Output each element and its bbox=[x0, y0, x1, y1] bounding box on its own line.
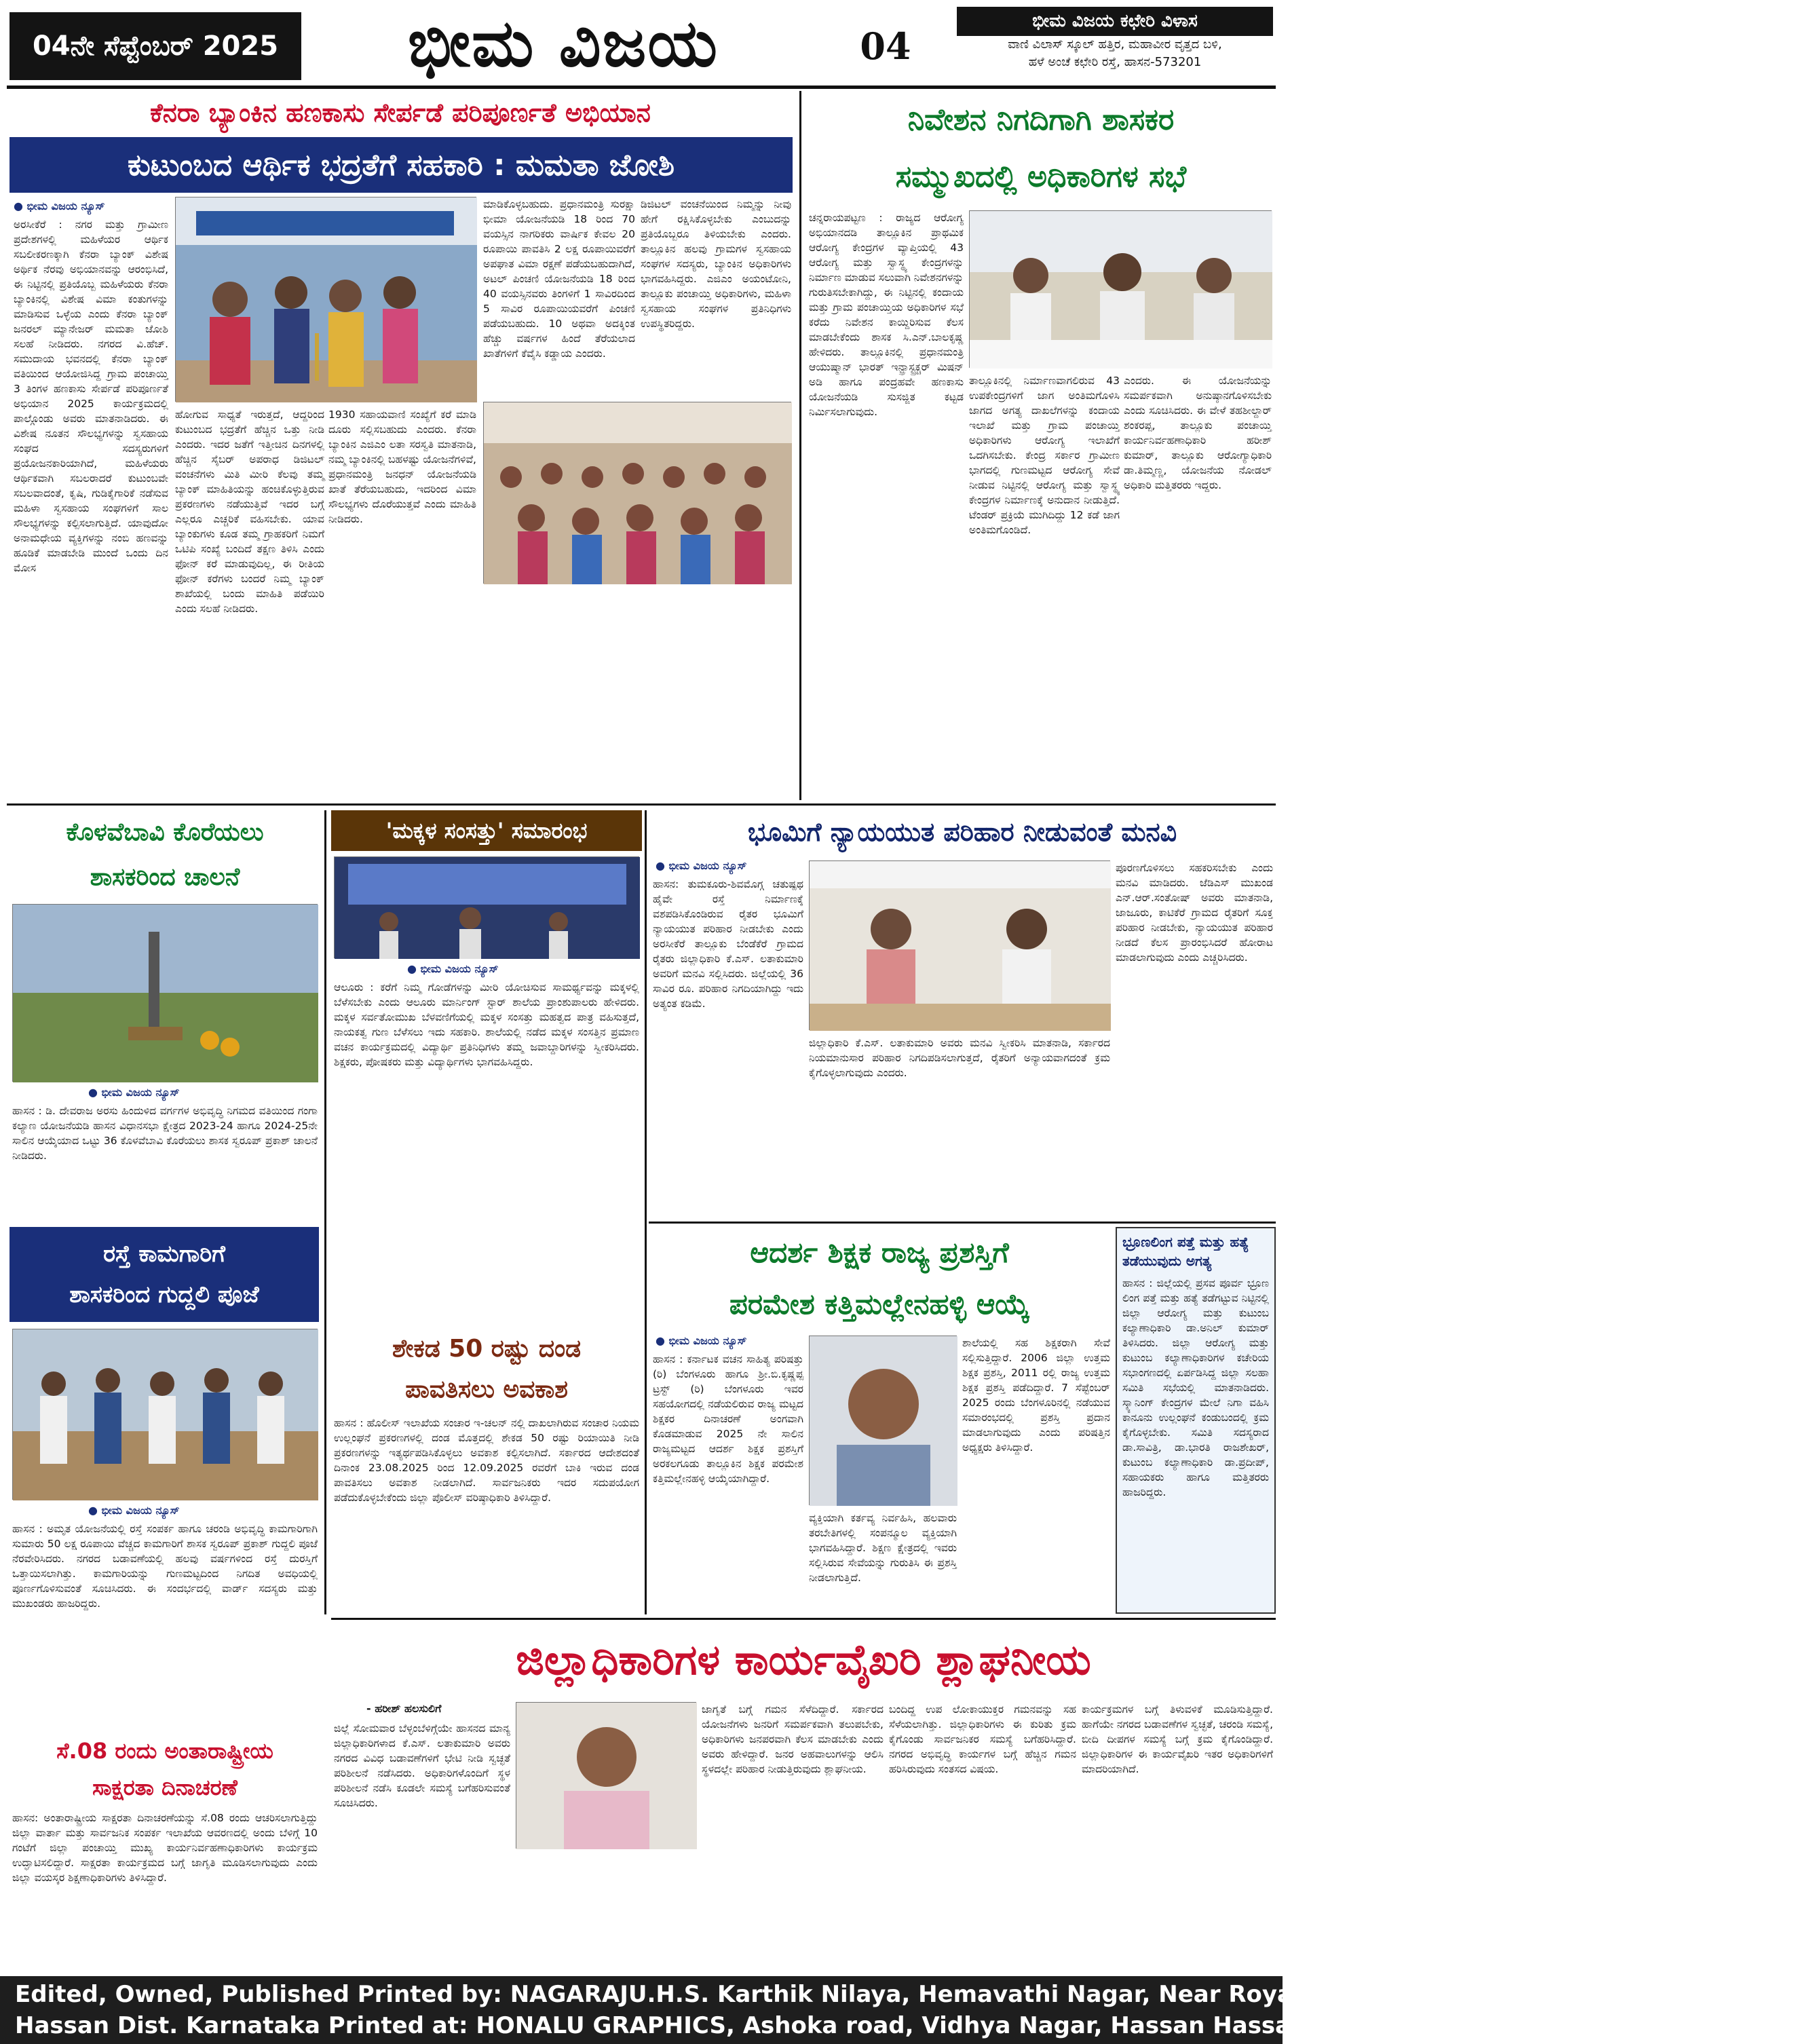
canara-kicker: ಕೆನರಾ ಬ್ಯಾಂಕಿನ ಹಣಕಾಸು ಸೇರ್ಪಡೆ ಪರಿಪೂರ್ಣತೆ ಅಭಿಯಾನ bbox=[150, 97, 651, 128]
section-rule bbox=[649, 1222, 1276, 1224]
borewell-byline: ● ಭೀಮ ವಿಜಯ ನ್ಯೂಸ್ bbox=[88, 1086, 180, 1099]
road-body: ಹಾಸನ : ಅಮೃತ ಯೋಜನೆಯಲ್ಲಿ ರಸ್ತೆ ಸಂಪರ್ಕ ಹಾಗೂ ಚರಂಡಿ ಅಭಿವೃದ್ಧಿ ಕಾಮಗಾರಿಗಾಗಿ ಸುಮಾರು 50 ಲಕ್ಷ ರೂಪಾಯಿ ವೆಚ್ಚದ ಕಾಮಗಾರಿಗೆ ಶಾಸಕ ಸ್ವರೂಪ್ ಪ್ರಕಾಶ್ ಗುದ್ದಲಿ ಪೂಜೆ ನೆರವೇರಿಸಿದರು. ನಗರದ ಬಡಾವಣೆಯಲ್ಲಿ ಹಲವು ವರ್ಷಗಳಿಂದ ರಸ್ತೆ ದುರಸ್ತಿಗೆ ಒತ್ತಾಯಿಸಲಾಗಿತ್ತು. ಕಾಮಗಾರಿಯನ್ನು ಗುಣಮಟ್ಟದಿಂದ ನಿಗದಿತ ಅವಧಿಯಲ್ಲಿ ಪೂರ್ಣಗೊಳಿಸುವಂತೆ ಸೂಚಿಸಿದರು. ಈ ಸಂದರ್ಭದಲ್ಲಿ ವಾರ್ಡ್ ಸದಸ್ಯರು ಮತ್ತು ಮುಖಂಡರು ಹಾಜರಿದ್ದರು. bbox=[12, 1523, 318, 1610]
collector-col2: ಜಾಗೃತೆ ಬಗ್ಗೆ ಗಮನ ಸೆಳೆದಿದ್ದಾರೆ. ಸರ್ಕಾರದ ಯೋಜನೆಗಳು ಜನರಿಗೆ ಸಮರ್ಪಕವಾಗಿ ತಲುಪಬೇಕು, ಅಧಿಕಾರಿಗಳು ಜನಪರವಾಗಿ ಕೆಲಸ ಮಾಡಬೇಕು ಎಂದು ಅವರು ಹೇಳಿದ್ದಾರೆ. ಜನರ ಅಹವಾಲುಗಳನ್ನು ಆಲಿಸಿ ಸ್ಥಳದಲ್ಲೇ ಪರಿಹಾರ ನೀಡುತ್ತಿರುವುದು ಶ್ಲಾಘನೀಯ. bbox=[702, 1703, 884, 1775]
collector-meeting-illustration bbox=[810, 861, 1111, 1031]
parliament-byline: ● ಭೀಮ ವಿಜಯ ನ್ಯೂಸ್ bbox=[407, 962, 499, 975]
imprint-line2: Hassan Dist. Karnataka Printed at: HONALU GRAPHICS, Ashoka road, Vidhya Nagar, Hassan Hassan Dist. Karnataka State. bbox=[15, 2012, 1605, 2039]
parliament-headline: 'ಮಕ್ಕಳ ಸಂಸತ್ತು' ಸಮಾರಂಭ bbox=[331, 810, 642, 851]
borewell-headline-1: ಕೊಳವೆಬಾವಿ ಕೊರೆಯಲು bbox=[66, 818, 264, 846]
investment-col1: ಚನ್ನರಾಯಪಟ್ಟಣ : ರಾಜ್ಯದ ಆರೋಗ್ಯ ಅಭಿಯಾನದಡಿ ತಾಲ್ಲೂಕಿನ ಪ್ರಾಥಮಿಕ ಆರೋಗ್ಯ ಕೇಂದ್ರಗಳ ವ್ಯಾಪ್ತಿಯಲ್ಲಿ 43 ಆರೋಗ್ಯ ಮತ್ತು ಸ್ವಾಸ್ಥ್ಯ ಕೇಂದ್ರಗಳನ್ನು ನಿರ್ಮಾಣ ಮಾಡುವ ಸಲುವಾಗಿ ನಿವೇಶನಗಳನ್ನು ಗುರುತಿಸಬೇಕಾಗಿದ್ದು, ಈ ನಿಟ್ಟಿನಲ್ಲಿ ಕಂದಾಯ ಮತ್ತು ಗ್ರಾಮ ಪಂಚಾಯ್ತಿಯ ಅಧಿಕಾರಿಗಳ ಸಭೆ ಕರೆದು ನಿವೇಶನ ಕಾಯ್ದಿರಿಸುವ ಕೆಲಸ ಮಾಡಬೇಕೆಂದು ಶಾಸಕ ಸಿ.ಎನ್.ಬಾಲಕೃಷ್ಣ ಹೇಳಿದರು. ತಾಲ್ಲೂಕಿನಲ್ಲಿ ಪ್ರಧಾನಮಂತ್ರಿ ಆಯುಷ್ಮಾನ್ ಭಾರತ್ ಇನ್ಫ್ರಾಸ್ಟ್ರಕ್ಚರ್ ಮಿಷನ್ ಅಡಿ ಹಾಗೂ ಪಂದ್ರಹವೇ ಹಣಕಾಸು ಯೋಜನೆಯಡಿ ಸುಸಜ್ಜಿತ ಕಟ್ಟಡ ನಿರ್ಮಿಸಲಾಗುವುದು. bbox=[809, 212, 964, 418]
canara-audience-photo bbox=[483, 402, 791, 584]
parliament-body: ಆಲೂರು : ಕರೆಗೆ ನಿಮ್ಮ ಗೋಡೆಗಳನ್ನು ಮೀರಿ ಯೋಚಿಸುವ ಸಾಮರ್ಥ್ಯವನ್ನು ಮಕ್ಕಳಲ್ಲಿ ಬೆಳೆಸಬೇಕು ಎಂದು ಆಲೂರು ಮಾರ್ನಿಂಗ್ ಸ್ಟಾರ್ ಶಾಲೆಯ ಪ್ರಾಂಶುಪಾಲರು ಹೇಳಿದರು. ಮಕ್ಕಳ ಸರ್ವತೋಮುಖ ಬೆಳವಣಿಗೆಯಲ್ಲಿ ಮಕ್ಕಳ ಸಂಸತ್ತು ಮಹತ್ವದ ಪಾತ್ರ ವಹಿಸುತ್ತದೆ, ನಾಯಕತ್ವ ಗುಣ ಬೆಳೆಸಲು ಇದು ಸಹಕಾರಿ. ಶಾಲೆಯಲ್ಲಿ ನಡೆದ ಮಕ್ಕಳ ಸಂಸತ್ತಿನ ಪ್ರಮಾಣ ವಚನ ಕಾರ್ಯಕ್ರಮದಲ್ಲಿ ವಿದ್ಯಾರ್ಥಿ ಪ್ರತಿನಿಧಿಗಳು ತಮ್ಮ ಜವಾಬ್ದಾರಿಗಳನ್ನು ಸ್ವೀಕರಿಸಿದರು. ಶಿಕ್ಷಕರು, ಪೋಷಕರು ಮತ್ತು ವಿದ್ಯಾರ್ಥಿಗಳು ಭಾಗವಹಿಸಿದ್ದರು. bbox=[334, 981, 639, 1068]
section-rule bbox=[7, 803, 1276, 806]
stage-illustration bbox=[335, 857, 640, 959]
column-divider bbox=[324, 810, 326, 1614]
femicide-box bbox=[1116, 1227, 1276, 1614]
land-col1: ಹಾಸನ: ತುಮಕೂರು-ಶಿವಮೊಗ್ಗ ಚತುಷ್ಪಥ ಹೈವೇ ರಸ್ತೆ ನಿರ್ಮಾಣಕ್ಕೆ ವಶಪಡಿಸಿಕೊಂಡಿರುವ ರೈತರ ಭೂಮಿಗೆ ನ್ಯಾಯಯುತ ಪರಿಹಾರ ನೀಡಬೇಕು ಎಂದು ಅರಸೀಕೆರೆ ತಾಲ್ಲೂಕು ಬೆಂಡೆಕೆರೆ ಗ್ರಾಮದ ರೈತರು ಜಿಲ್ಲಾಧಿಕಾರಿ ಕೆ.ಎಸ್. ಲತಾಕುಮಾರಿ ಅವರಿಗೆ ಮನವಿ ಸಲ್ಲಿಸಿದರು. ಜಿಲ್ಲೆಯಲ್ಲಿ 36 ಸಾವಿರ ರೂ. ಪರಿಹಾರ ನಿಗದಿಯಾಗಿದ್ದು ಇದು ಅತ್ಯಂತ ಕಡಿಮೆ. bbox=[653, 878, 803, 1010]
borewell-photo bbox=[12, 904, 318, 1082]
teacher-headline-1: ಆದರ್ಶ ಶಿಕ್ಷಕ ರಾಜ್ಯ ಪ್ರಶಸ್ತಿಗೆ bbox=[750, 1236, 1009, 1269]
imprint-line1: Edited, Owned, Published Printed by: NAGARAJU.H.S. Karthik Nilaya, Hemavathi Nagar, Near Royal Appolo, 3rd Main, 12th Ward, Hassan, bbox=[15, 1981, 1803, 2008]
teacher-portrait bbox=[809, 1336, 957, 1505]
collector-portrait-illustration bbox=[516, 1703, 697, 1849]
collector-headline: ಜಿಲ್ಲಾಧಿಕಾರಿಗಳ ಕಾರ್ಯವೈಖರಿ ಶ್ಲಾಘನೀಯ bbox=[516, 1635, 1091, 1684]
newspaper-title: ಭೀಮ ವಿಜಯ bbox=[407, 4, 719, 81]
canara-byline: ● ಭೀಮ ವಿಜಯ ನ್ಯೂಸ್ bbox=[14, 200, 105, 212]
investment-col2: ತಾಲ್ಲೂಕಿನಲ್ಲಿ ನಿರ್ಮಾಣವಾಗಲಿರುವ 43 ಉಪಕೇಂದ್ರಗಳಿಗೆ ಜಾಗ ಅಂತಿಮಗೊಳಿಸಿ ಜಾಗದ ಅಗತ್ಯ ದಾಖಲೆಗಳನ್ನು ಕಂದಾಯ ಇಲಾಖೆ ಮತ್ತು ಗ್ರಾಮ ಪಂಚಾಯ್ತಿ ಅಧಿಕಾರಿಗಳು ಆರೋಗ್ಯ ಇಲಾಖೆಗೆ ಒದಗಿಸಬೇಕು. ಕೇಂದ್ರ ಸರ್ಕಾರ ಗ್ರಾಮೀಣ ಭಾಗದಲ್ಲಿ ಗುಣಮಟ್ಟದ ಆರೋಗ್ಯ ಸೇವೆ ನೀಡುವ ನಿಟ್ಟಿನಲ್ಲಿ ಆರೋಗ್ಯ ಮತ್ತು ಸ್ವಾಸ್ಥ್ಯ ಕೇಂದ್ರಗಳ ನಿರ್ಮಾಣಕ್ಕೆ ಅನುದಾನ ನೀಡುತ್ತಿದೆ. ಟೆಂಡರ್ ಪ್ರಕ್ರಿಯೆ ಮುಗಿದಿದ್ದು 12 ಕಡೆ ಜಾಗ ಅಂತಿಮಗೊಂಡಿದೆ. bbox=[969, 375, 1120, 536]
land-col3: ಪೂರಣಗೊಳಿಸಲು ಸಹಕರಿಸಬೇಕು ಎಂದು ಮನವಿ ಮಾಡಿದರು. ಜೆಡಿಎಸ್ ಮುಖಂಡ ಎನ್.ಆರ್.ಸಂತೋಷ್ ಅವರು ಮಾತನಾಡಿ, ಜಾಜೂರು, ಕಾಟಿಕೆರೆ ಗ್ರಾಮದ ರೈತರಿಗೆ ಸೂಕ್ತ ಪರಿಹಾರ ನೀಡಬೇಕು, ನ್ಯಾಯಯುತ ಪರಿಹಾರ ನೀಡದೆ ಕೆಲಸ ಪ್ರಾರಂಭಿಸಿದರೆ ಹೋರಾಟ ಮಾಡಲಾಗುವುದು ಎಂದು ಎಚ್ಚರಿಸಿದರು. bbox=[1116, 862, 1273, 964]
borewell-body: ಹಾಸನ : ಡಿ. ದೇವರಾಜ ಅರಸು ಹಿಂದುಳಿದ ವರ್ಗಗಳ ಅಭಿವೃದ್ಧಿ ನಿಗಮದ ವತಿಯಿಂದ ಗಂಗಾ ಕಲ್ಯಾಣ ಯೋಜನೆಯಡಿ ಹಾಸನ ವಿಧಾನಸಭಾ ಕ್ಷೇತ್ರದ 2023-24 ಹಾಗೂ 2024-25ನೇ ಸಾಲಿನ ಆಯ್ಕೆಯಾದ ಒಟ್ಟು 36 ಕೊಳವೆಬಾವಿ ಕೊರೆಯಲು ಶಾಸಕ ಸ್ವರೂಪ್ ಪ್ರಕಾಶ್ ಚಾಲನೆ ನೀಡಿದರು. bbox=[12, 1105, 318, 1162]
canara-col3: 1930 ಸಹಾಯವಾಣಿ ಸಂಖ್ಯೆಗೆ ಕರೆ ಮಾಡಿ ದೂರು ಸಲ್ಲಿಸಬಹುದು ಎಂದರು. ಕೆನರಾ ಬ್ಯಾಂಕಿನ ಎಜಿಎಂ ಲತಾ ಸರಸ್ವತಿ ಮಾತನಾಡಿ, ನಮ್ಮ ಬ್ಯಾಂಕಿನಲ್ಲಿ ಬಹಳಷ್ಟು ಯೋಜನೆಗಳಿವೆ, ಪ್ರಧಾನಮಂತ್ರಿ ಜನಧನ್ ಯೋಜನೆಯಡಿ ಖಾತೆ ತೆರೆಯಬಹುದು, ಇದರಿಂದ ವಿಮಾ ಸೌಲಭ್ಯಗಳು ದೊರೆಯುತ್ತವೆ ಎಂದು ಮಾಹಿತಿ ನೀಡಿದರು. bbox=[328, 409, 476, 525]
road-byline: ● ಭೀಮ ವಿಜಯ ನ್ಯೂಸ್ bbox=[88, 1504, 180, 1517]
teacher-portrait-illustration bbox=[810, 1336, 957, 1506]
meeting-illustration bbox=[970, 211, 1272, 368]
office-line2: ಹಳೆ ಅಂಚೆ ಕಛೇರಿ ರಸ್ತೆ, ಹಾಸನ-573201 bbox=[1028, 55, 1202, 69]
canara-col2: ಹೋಗುವ ಸಾಧ್ಯತೆ ಇರುತ್ತದೆ, ಆದ್ದರಿಂದ ಕುಟುಂಬದ ಭದ್ರತೆಗೆ ಹೆಚ್ಚಿನ ಒತ್ತು ನೀಡಿ ಎಂದರು. ಇದರ ಜತೆಗೆ ಇತ್ತೀಚಿನ ದಿನಗಳಲ್ಲಿ ಹೆಚ್ಚಿನ ಸೈಬರ್ ಅಪರಾಧ ಡಿಜಿಟಲ್ ವಂಚನೆಗಳು ಮಿತಿ ಮೀರಿ ಕೆಲವು ತಮ್ಮ ಬ್ಯಾಂಕ್ ಮಾಹಿತಿಯನ್ನು ಹಂಚಿಕೊಳ್ಳುತ್ತಿರುವ ಪ್ರಕರಣಗಳು ನಡೆಯುತ್ತಿವೆ ಇದರ ಬಗ್ಗೆ ಎಲ್ಲರೂ ಎಚ್ಚರಿಕೆ ವಹಿಸಬೇಕು. ಯಾವ ಬ್ಯಾಂಕುಗಳು ಕೂಡ ತಮ್ಮ ಗ್ರಾಹಕರಿಗೆ ನಿಮಗೆ ಒಟಿಪಿ ಸಂಖ್ಯೆ ಬಂದಿದೆ ತಕ್ಷಣ ತಿಳಿಸಿ ಎಂದು ಫೋನ್ ಕರೆ ಮಾಡುವುದಿಲ್ಲ, ಈ ರೀತಿಯ ಫೋನ್ ಕರೆಗಳು ಬಂದರೆ ನಿಮ್ಮ ಬ್ಯಾಂಕ್ ಶಾಖೆಯಲ್ಲಿ ಬಂದು ಮಾಹಿತಿ ಪಡೆಯಿರಿ ಎಂದು ಸಲಹೆ ನೀಡಿದರು. bbox=[175, 409, 324, 615]
canara-col1: ಅರಸೀಕೆರೆ : ನಗರ ಮತ್ತು ಗ್ರಾಮೀಣ ಪ್ರದೇಶಗಳಲ್ಲಿ ಮಹಿಳೆಯರ ಆರ್ಥಿಕ ಸಬಲೀಕರಣಕ್ಕಾಗಿ ಕೆನರಾ ಬ್ಯಾಂಕ್ ವಿಶೇಷ ಅರ್ಥಿಕ ನೆರವು ಅಭಿಯಾನವನ್ನು ಆರಂಭಿಸಿದೆ, ಈ ನಿಟ್ಟಿನಲ್ಲಿ ಪ್ರತಿಯೊಬ್ಬ ಮಹಿಳೆಯರು ಕೆನರಾ ಬ್ಯಾಂಕಿನಲ್ಲಿ ವಿಶೇಷ ವಿಮಾ ಕಂತುಗಳನ್ನು ಮಾಡಿಸುವ ಒಳ್ಳೆಯ ಎಂದು ಕೆನರಾ ಬ್ಯಾಂಕ್ ಜನರಲ್ ಮ್ಯಾನೇಜರ್ ಮಮತಾ ಜೋಶಿ ಸಲಹೆ ನೀಡಿದರು. ನಗರದ ವಿ.ಹೆಚ್. ಸಮುದಾಯ ಭವನದಲ್ಲಿ ಕೆನರಾ ಬ್ಯಾಂಕ್ ವತಿಯಿಂದ ಆಯೋಜಿಸಿದ್ದ ಗ್ರಾಮ ಪಂಚಾಯ್ತಿ 3 ತಿಂಗಳ ಹಣಕಾಸು ಸೇರ್ಪಡೆ ಪರಿಪೂರ್ಣತೆ ಅಭಿಯಾನ 2025 ಕಾರ್ಯಕ್ರಮದಲ್ಲಿ ಪಾಲ್ಗೊಂಡು ಅವರು ಮಾತನಾಡಿದರು. ಈ ವಿಶೇಷ ನೂತನ ಸೌಲಭ್ಯಗಳನ್ನು ಸ್ವಸಹಾಯ ಸಂಘದ ಸದಸ್ಯರುಗಳಿಗೆ ಪ್ರಯೋಜನಕಾರಿಯಾಗಿದೆ, ಮಹಿಳೆಯರು ಆರ್ಥಿಕವಾಗಿ ಸಬಲರಾದರೆ ಕುಟುಂಬವೇ ಸಬಲವಾದಂತೆ, ಕೃಷಿ, ಗುಡಿಕೈಗಾರಿಕೆ ನಡೆಸುವ ಮಹಿಳಾ ಸ್ವಸಹಾಯ ಸಂಘಗಳಿಗೆ ಸಾಲ ಸೌಲಭ್ಯಗಳನ್ನು ಕಲ್ಪಿಸಲಾಗುತ್ತಿದೆ. ಯಾವುದೋ ಅನಾಮಧೇಯ ವ್ಯಕ್ತಿಗಳನ್ನು ನಂಬಿ ಹಣವನ್ನು ಹೂಡಿಕೆ ಮಾಡಬೇಡಿ ಮುಂದೆ ಒಂದು ದಿನ ಮೋಸ bbox=[14, 219, 168, 574]
literacy-headline-1: ಸೆ.08 ರಂದು ಅಂತಾರಾಷ್ಟ್ರೀಯ bbox=[56, 1737, 273, 1764]
canara-headline: ಕುಟುಂಬದ ಆರ್ಥಿಕ ಭದ್ರತೆಗೆ ಸಹಕಾರಿ : ಮಮತಾ ಜೋಶಿ bbox=[10, 137, 793, 193]
teacher-headline-2: ಪರಮೇಶ ಕತ್ತಿಮಲ್ಲೇನಹಳ್ಳಿ ಆಯ್ಕೆ bbox=[729, 1287, 1030, 1321]
canara-lamp-lighting-photo bbox=[175, 197, 476, 402]
investment-headline-2: ಸಮ್ಮುಖದಲ್ಲಿ ಅಧಿಕಾರಿಗಳ ಸಭೆ bbox=[895, 159, 1187, 194]
imprint-footer bbox=[0, 1976, 1803, 2044]
land-collector-photo bbox=[809, 860, 1110, 1030]
literacy-body: ಹಾಸನ: ಅಂತಾರಾಷ್ಟ್ರೀಯ ಸಾಕ್ಷರತಾ ದಿನಾಚರಣೆಯನ್ನು ಸೆ.08 ರಂದು ಆಚರಿಸಲಾಗುತ್ತಿದ್ದು ಜಿಲ್ಲಾ ವಾರ್ತಾ ಮತ್ತು ಸಾರ್ವಜನಿಕ ಸಂಪರ್ಕ ಇಲಾಖೆಯ ಆವರಣದಲ್ಲಿ ಅಂದು ಬೆಳಿಗ್ಗೆ 10 ಗಂಟೆಗೆ ಜಿಲ್ಲಾ ಪಂಚಾಯ್ತಿ ಮುಖ್ಯ ಕಾರ್ಯನಿರ್ವಹಣಾಧಿಕಾರಿಗಳು ಕಾರ್ಯಕ್ರಮ ಉದ್ಘಾಟಿಸಲಿದ್ದಾರೆ. ಸಾಕ್ಷರತಾ ಕಾರ್ಯಕ್ರಮದ ಬಗ್ಗೆ ಜಾಗೃತಿ ಮೂಡಿಸಲಾಗುವುದು ಎಂದು ಜಿಲ್ಲಾ ವಯಸ್ಕರ ಶಿಕ್ಷಣಾಧಿಕಾರಿಗಳು ತಿಳಿಸಿದ್ದಾರೆ. bbox=[12, 1812, 318, 1884]
road-headline-box bbox=[10, 1227, 319, 1322]
parliament-photo bbox=[334, 856, 639, 958]
collector-portrait bbox=[516, 1702, 696, 1849]
road-photo bbox=[12, 1329, 318, 1500]
teacher-col3: ಶಾಲೆಯಲ್ಲಿ ಸಹ ಶಿಕ್ಷಕರಾಗಿ ಸೇವೆ ಸಲ್ಲಿಸುತ್ತಿದ್ದಾರೆ. 2006 ಜಿಲ್ಲಾ ಉತ್ತಮ ಶಿಕ್ಷಕ ಪ್ರಶಸ್ತಿ, 2011 ರಲ್ಲಿ ರಾಜ್ಯ ಉತ್ತಮ ಶಿಕ್ಷಕ ಪ್ರಶಸ್ತಿ ಪಡೆದಿದ್ದಾರೆ. 7 ಸೆಪ್ಟೆಂಬರ್ 2025 ರಂದು ಬೆಂಗಳೂರಿನಲ್ಲಿ ನಡೆಯುವ ಸಮಾರಂಭದಲ್ಲಿ ಪ್ರಶಸ್ತಿ ಪ್ರದಾನ ಮಾಡಲಾಗುವುದು ಎಂದು ಪರಿಷತ್ತಿನ ಅಧ್ಯಕ್ಷರು ತಿಳಿಸಿದ್ದಾರೆ. bbox=[962, 1337, 1110, 1454]
collector-col1: ಜಿಲ್ಲೆ ಸೋಮವಾರ ಬೆಳ್ಳಂಬೆಳಿಗ್ಗೆಯೇ ಹಾಸನದ ಮಾನ್ಯ ಜಿಲ್ಲಾಧಿಕಾರಿಗಳಾದ ಕೆ.ಎಸ್. ಲತಾಕುಮಾರಿ ಅವರು ನಗರದ ವಿವಿಧ ಬಡಾವಣೆಗಳಿಗೆ ಭೇಟಿ ನೀಡಿ ಸ್ವಚ್ಛತೆ ಪರಿಶೀಲನೆ ನಡೆಸಿದರು. ಅಧಿಕಾರಿಗಳೊಂದಿಗೆ ಸ್ಥಳ ಪರಿಶೀಲನೆ ನಡೆಸಿ ಕೂಡಲೇ ಸಮಸ್ಯೆ ಬಗೆಹರಿಸುವಂತೆ ಸೂಚಿಸಿದರು. bbox=[334, 1722, 510, 1809]
canara-col5: ಡಿಜಿಟಲ್ ವಂಚನೆಯಿಂದ ನಿಮ್ಮನ್ನು ನೀವು ಹೇಗೆ ರಕ್ಷಿಸಿಕೊಳ್ಳಬೇಕು ಎಂಬುದನ್ನು ಪ್ರತಿಯೊಬ್ಬರೂ ತಿಳಿಯಬೇಕು ಎಂದರು. ತಾಲ್ಲೂಕಿನ ಹಲವು ಗ್ರಾಮಗಳ ಸ್ವಸಹಾಯ ಸಂಘಗಳ ಸದಸ್ಯರು, ಬ್ಯಾಂಕಿನ ಅಧಿಕಾರಿಗಳು ಭಾಗವಹಿಸಿದ್ದರು. ಎಜಿಎಂ ಅಯಂಟೋನಿ, ತಾಲ್ಲೂಕು ಪಂಚಾಯ್ತಿ ಅಧಿಕಾರಿಗಳು, ಮಹಿಳಾ ಸ್ವಸಹಾಯ ಸಂಘಗಳ ಪ್ರತಿನಿಧಿಗಳು ಉಪಸ್ಥಿತರಿದ್ದರು. bbox=[641, 198, 791, 330]
teacher-col2: ವ್ಯಕ್ತಿಯಾಗಿ ಕರ್ತವ್ಯ ನಿರ್ವಹಿಸಿ, ಹಲವಾರು ತರಬೇತಿಗಳಲ್ಲಿ ಸಂಪನ್ಮೂಲ ವ್ಯಕ್ತಿಯಾಗಿ ಭಾಗವಹಿಸಿದ್ದಾರೆ. ಶಿಕ್ಷಣ ಕ್ಷೇತ್ರದಲ್ಲಿ ಇವರು ಸಲ್ಲಿಸಿರುವ ಸೇವೆಯನ್ನು ಗುರುತಿಸಿ ಈ ಪ್ರಶಸ್ತಿ ನೀಡಲಾಗುತ್ತಿದೆ. bbox=[809, 1512, 957, 1584]
fine-body: ಹಾಸನ : ಹೊಲೀಸ್ ಇಲಾಖೆಯ ಸಂಚಾರ ಇ-ಚಲನ್ ನಲ್ಲಿ ದಾಖಲಾಗಿರುವ ಸಂಚಾರ ನಿಯಮ ಉಲ್ಲಂಘನೆ ಪ್ರಕರಣಗಳಲ್ಲಿ ದಂಡ ಮೊತ್ತದಲ್ಲಿ ಶೇಕಡ 50 ರಷ್ಟು ರಿಯಾಯಿತಿ ನೀಡಿ ಪ್ರಕರಣಗಳನ್ನು ಇತ್ಯರ್ಥಪಡಿಸಿಕೊಳ್ಳಲು ಅವಕಾಶ ಕಲ್ಪಿಸಲಾಗಿದೆ. ಸರ್ಕಾರದ ಆದೇಶದಂತೆ ದಿನಾಂಕ 23.08.2025 ರಿಂದ 12.09.2025 ರವರೆಗೆ ಬಾಕಿ ಇರುವ ದಂಡ ಪಾವತಿಸಲು ಅವಕಾಶ ನೀಡಲಾಗಿದೆ. ಸಾರ್ವಜನಿಕರು ಇದರ ಸದುಪಯೋಗ ಪಡೆದುಕೊಳ್ಳಬೇಕೆಂದು ಜಿಲ್ಲಾ ಪೊಲೀಸ್ ವರಿಷ್ಠಾಧಿಕಾರಿ ತಿಳಿಸಿದ್ದಾರೆ. bbox=[334, 1417, 639, 1504]
femicide-body: ಹಾಸನ : ಜಿಲ್ಲೆಯಲ್ಲಿ ಪ್ರಸವ ಪೂರ್ವ ಭ್ರೂಣ ಲಿಂಗ ಪತ್ತೆ ಮತ್ತು ಹತ್ಯೆ ತಡೆಗಟ್ಟುವ ನಿಟ್ಟಿನಲ್ಲಿ ಜಿಲ್ಲಾ ಆರೋಗ್ಯ ಮತ್ತು ಕುಟುಂಬ ಕಲ್ಯಾಣಾಧಿಕಾರಿ ಡಾ.ಅನಿಲ್ ಕುಮಾರ್ ತಿಳಿಸಿದರು. ಜಿಲ್ಲಾ ಆರೋಗ್ಯ ಮತ್ತು ಕುಟುಂಬ ಕಲ್ಯಾಣಾಧಿಕಾರಿಗಳ ಕಚೇರಿಯ ಸಭಾಂಗಣದಲ್ಲಿ ಏರ್ಪಡಿಸಿದ್ದ ಜಿಲ್ಲಾ ಸಲಹಾ ಸಮಿತಿ ಸಭೆಯಲ್ಲಿ ಮಾತನಾಡಿದರು. ಸ್ಕ್ಯಾನಿಂಗ್ ಕೇಂದ್ರಗಳ ಮೇಲೆ ನಿಗಾ ವಹಿಸಿ ಕಾನೂನು ಉಲ್ಲಂಘನೆ ಕಂಡುಬಂದಲ್ಲಿ ಕ್ರಮ ಕೈಗೊಳ್ಳಬೇಕು. ಸಮಿತಿ ಸದಸ್ಯರಾದ ಡಾ.ಸಾವಿತ್ರಿ, ಡಾ.ಭಾರತಿ ರಾಜಶೇಖರ್, ಕುಟುಂಬ ಕಲ್ಯಾಣಾಧಿಕಾರಿ ಡಾ.ಪ್ರದೀಪ್, ಸಹಾಯಕರು ಹಾಗೂ ಮತ್ತಿತರರು ಹಾಜರಿದ್ದರು. bbox=[1122, 1277, 1269, 1498]
collector-col3: ಬಂದಿದ್ದ ಉಪ ಲೋಕಾಯುಕ್ತರ ಗಮನವನ್ನು ಸಹ ಸೆಳೆಯಲಾಗಿತ್ತು. ಜಿಲ್ಲಾಧಿಕಾರಿಗಳು ಈ ಕುರಿತು ಕ್ರಮ ಕೈಗೊಂಡು ಸಾರ್ವಜನಿಕರ ಸಮಸ್ಯೆ ಬಗೆಹರಿಸಿದ್ದಾರೆ. ನಗರದ ಅಭಿವೃದ್ಧಿ ಕಾರ್ಯಗಳ ಬಗ್ಗೆ ಹೆಚ್ಚಿನ ಗಮನ ಹರಿಸಿರುವುದು ಸಂತಸದ ವಿಷಯ. bbox=[889, 1703, 1076, 1775]
issue-date: 04ನೇ ಸೆಪ್ಟೆಂಬರ್ 2025 bbox=[10, 12, 301, 80]
road-headline-2: ಶಾಸಕರಿಂದ ಗುದ್ದಲಿ ಪೂಜೆ bbox=[69, 1281, 259, 1308]
land-headline: ಭೂಮಿಗೆ ನ್ಯಾಯಯುತ ಪರಿಹಾರ ನೀಡುವಂತೆ ಮನವಿ bbox=[747, 816, 1177, 847]
investment-col3: ಎಂದರು. ಈ ಯೋಜನೆಯನ್ನು ಸಮರ್ಪಕವಾಗಿ ಅನುಷ್ಠಾನಗೊಳಿಸಬೇಕು ಎಂದು ಸೂಚಿಸಿದರು. ಈ ವೇಳೆ ತಹಶೀಲ್ದಾರ್ ಶಂಕರಪ್ಪ, ತಾಲ್ಲೂಕು ಪಂಚಾಯ್ತಿ ಕಾರ್ಯನಿರ್ವಹಣಾಧಿಕಾರಿ ಹರೀಶ್ ಕುಮಾರ್, ತಾಲ್ಲೂಕು ಆರೋಗ್ಯಾಧಿಕಾರಿ ಡಾ.ತಿಮ್ಮಣ್ಣ, ಯೋಜನೆಯ ನೋಡಲ್ ಅಧಿಕಾರಿ ಮತ್ತಿತರರು ಇದ್ದರು. bbox=[1124, 375, 1272, 491]
column-divider bbox=[799, 91, 801, 800]
office-address bbox=[957, 7, 1273, 85]
office-line1: ವಾಣಿ ವಿಲಾಸ್ ಸ್ಕೂಲ್ ಹತ್ತಿರ, ಮಹಾವೀರ ವೃತ್ತದ ಬಳಿ, bbox=[1008, 37, 1222, 52]
fine-headline-1: ಶೇಕಡ 50 ರಷ್ಟು ದಂಡ bbox=[392, 1335, 582, 1363]
fine-headline-2: ಪಾವತಿಸಲು ಅವಕಾಶ bbox=[405, 1376, 568, 1403]
borewell-illustration bbox=[13, 905, 318, 1082]
masthead-rule bbox=[7, 86, 1276, 89]
teacher-col1: ಹಾಸನ : ಕರ್ನಾಟಕ ವಚನ ಸಾಹಿತ್ಯ ಪರಿಷತ್ತು (ರಿ) ಬೆಂಗಳೂರು ಹಾಗೂ ಶ್ರೀ.ಬಿ.ಕೃಷ್ಣಪ್ಪ ಟ್ರಸ್ಟ್ (ರಿ) ಬೆಂಗಳೂರು ಇವರ ಸಹಯೋಗದಲ್ಲಿ ನಡೆಯಲಿರುವ ರಾಜ್ಯ ಮಟ್ಟದ ಶಿಕ್ಷಕರ ದಿನಾಚರಣೆ ಅಂಗವಾಗಿ ಕೊಡಮಾಡುವ 2025 ನೇ ಸಾಲಿನ ರಾಜ್ಯಮಟ್ಟದ ಆದರ್ಶ ಶಿಕ್ಷಕ ಪ್ರಶಸ್ತಿಗೆ ಅರಕಲಗೂಡು ತಾಲ್ಲೂಕಿನ ಶಿಕ್ಷಕ ಪರಮೇಶ ಕತ್ತಿಮಲ್ಲೇನಹಳ್ಳಿ ಆಯ್ಕೆಯಾಗಿದ್ದಾರೆ. bbox=[653, 1353, 803, 1485]
land-byline: ● ಭೀಮ ವಿಜಯ ನ್ಯೂಸ್ bbox=[656, 859, 747, 872]
office-name: ಭೀಮ ವಿಜಯ ಕಛೇರಿ ವಿಳಾಸ bbox=[957, 7, 1273, 36]
land-col2: ಜಿಲ್ಲಾಧಿಕಾರಿ ಕೆ.ಎಸ್. ಲತಾಕುಮಾರಿ ಅವರು ಮನವಿ ಸ್ವೀಕರಿಸಿ ಮಾತನಾಡಿ, ಸರ್ಕಾರದ ನಿಯಮಾನುಸಾರ ಪರಿಹಾರ ನಿಗದಿಪಡಿಸಲಾಗುತ್ತದೆ, ರೈತರಿಗೆ ಅನ್ಯಾಯವಾಗದಂತೆ ಕ್ರಮ ಕೈಗೊಳ್ಳಲಾಗುವುದು ಎಂದರು. bbox=[809, 1037, 1110, 1079]
teacher-byline: ● ಭೀಮ ವಿಜಯ ನ್ಯೂಸ್ bbox=[656, 1334, 747, 1347]
literacy-headline-2: ಸಾಕ್ಷರತಾ ದಿನಾಚರಣೆ bbox=[92, 1774, 238, 1800]
column-divider bbox=[645, 810, 647, 1614]
collector-byline: - ಹರೀಶ್ ಹಲಸುಲಿಗೆ bbox=[366, 1702, 442, 1715]
audience-illustration bbox=[484, 402, 792, 584]
investment-headline-1: ನಿವೇಶನ ನಿಗದಿಗಾಗಿ ಶಾಸಕರ bbox=[907, 102, 1175, 137]
section-rule bbox=[331, 1618, 1276, 1620]
canara-col4: ಮಾಡಿಕೊಳ್ಳಬಹುದು. ಪ್ರಧಾನಮಂತ್ರಿ ಸುರಕ್ಷಾ ಭೀಮಾ ಯೋಜನೆಯಡಿ 18 ರಿಂದ 70 ವಯಸ್ಸಿನ ನಾಗರಿಕರು ವಾರ್ಷಿಕ ಕೇವಲ 20 ರೂಪಾಯಿ ಪಾವತಿಸಿ 2 ಲಕ್ಷ ರೂಪಾಯಿವರೆಗೆ ಅಪಘಾತ ವಿಮಾ ರಕ್ಷಣೆ ಪಡೆಯಬಹುದಾಗಿದೆ, ಅಟಲ್ ಪಿಂಚಣಿ ಯೋಜನೆಯಡಿ 18 ರಿಂದ 40 ವಯಸ್ಸಿನವರು ತಿಂಗಳಿಗೆ 1 ಸಾವಿರದಿಂದ 5 ಸಾವಿರ ರೂಪಾಯಿಯವರೆಗೆ ಪಿಂಚಣಿ ಪಡೆಯಬಹುದು. 10 ಅಥವಾ ಅದಕ್ಕಿಂತ ಹೆಚ್ಚು ವರ್ಷಗಳ ಹಿಂದೆ ತೆರೆಯಲಾದ ಖಾತೆಗಳಿಗೆ ಕೆವೈಸಿ ಕಡ್ಡಾಯ ಎಂದರು. bbox=[483, 198, 635, 360]
road-headline-1: ರಸ್ತೆ ಕಾಮಗಾರಿಗೆ bbox=[103, 1241, 225, 1268]
investment-meeting-photo bbox=[969, 210, 1272, 368]
femicide-headline: ಭ್ರೂಣಲಿಂಗ ಪತ್ತೆ ಮತ್ತು ಹತ್ಯೆ ತಡೆಯುವುದು ಅಗತ್ಯ bbox=[1122, 1234, 1249, 1269]
lamp-lighting-illustration bbox=[176, 197, 477, 402]
page-number: 04 bbox=[860, 24, 911, 68]
collector-col4: ಕಾರ್ಯಕ್ರಮಗಳ ಬಗ್ಗೆ ತಿಳುವಳಿಕೆ ಮೂಡಿಸುತ್ತಿದ್ದಾರೆ. ಹಾಗೆಯೇ ನಗರದ ಬಡಾವಣೆಗಳ ಸ್ವಚ್ಛತೆ, ಚರಂಡಿ ಸಮಸ್ಯೆ, ಬೀದಿ ದೀಪಗಳ ಸಮಸ್ಯೆ ಬಗ್ಗೆ ಕ್ರಮ ಕೈಗೊಂಡಿದ್ದಾರೆ. ಜಿಲ್ಲಾಧಿಕಾರಿಗಳ ಈ ಕಾರ್ಯವೈಖರಿ ಇತರ ಅಧಿಕಾರಿಗಳಿಗೆ ಮಾದರಿಯಾಗಿದೆ. bbox=[1082, 1703, 1273, 1775]
road-illustration bbox=[13, 1329, 318, 1500]
borewell-headline-2: ಶಾಸಕರಿಂದ ಚಾಲನೆ bbox=[90, 863, 240, 891]
canara-col4-cont bbox=[483, 589, 791, 801]
